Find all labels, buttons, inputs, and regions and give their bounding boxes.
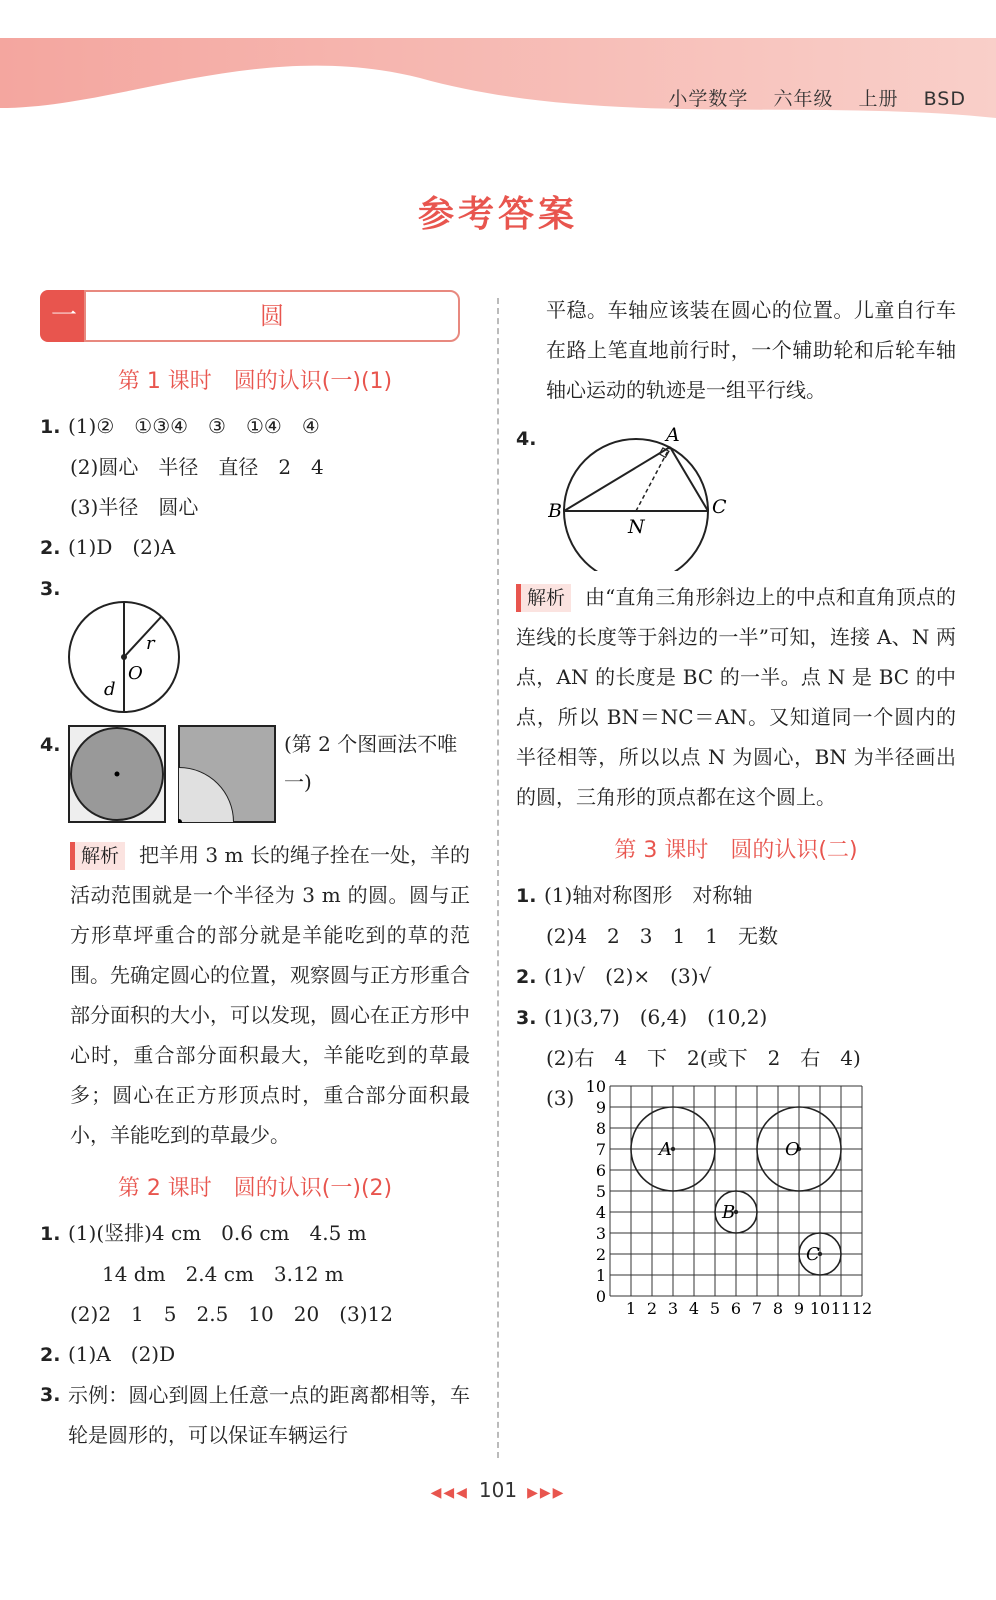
- x-tick-label: 12: [852, 1299, 873, 1318]
- answer-line: [516, 1078, 956, 1318]
- question-number: 1.: [40, 416, 61, 438]
- x-tick-label: 6: [731, 1299, 742, 1318]
- circle-label: C: [806, 1244, 821, 1265]
- question-number: 4.: [40, 734, 61, 756]
- lesson-title: 第 3 课时 圆的认识(二): [614, 838, 858, 863]
- question-number: 1.: [40, 1223, 61, 1245]
- circle-label: B: [722, 1202, 736, 1223]
- y-tick-label: 10: [585, 1078, 607, 1096]
- header-band: [0, 38, 996, 128]
- answer-text: (1)(竖排)4 cm 0.6 cm 4.5 m: [68, 1221, 367, 1245]
- answer-text: (1)A (2)D: [68, 1342, 176, 1366]
- y-tick-label: 2: [596, 1245, 607, 1264]
- y-tick-label: 6: [596, 1161, 607, 1180]
- x-tick-label: 10: [810, 1299, 831, 1318]
- answer-text: (3): [546, 1086, 575, 1110]
- y-tick-label: 3: [596, 1224, 607, 1243]
- x-tick-label: 5: [710, 1299, 721, 1318]
- square-circle-corner-figure: [178, 725, 276, 823]
- chapter-banner: [40, 290, 470, 342]
- coordinate-grid: [574, 1078, 914, 1318]
- y-tick-label: 4: [596, 1203, 607, 1222]
- subject-label: 小学数学: [668, 88, 749, 110]
- page-title: 参考答案: [417, 194, 578, 235]
- answer-line: [40, 1213, 470, 1254]
- page-number: 101: [478, 1478, 518, 1502]
- answer-line: [516, 875, 956, 916]
- radius-label: r: [146, 633, 155, 654]
- left-column: [40, 290, 470, 1455]
- answer-text: (1)D (2)A: [68, 535, 176, 559]
- right-column: [516, 290, 956, 1318]
- prev-arrows-icon: ◀◀◀: [430, 1485, 469, 1501]
- x-tick-label: 7: [752, 1299, 763, 1318]
- y-tick-label: 9: [596, 1098, 607, 1117]
- lesson-title: 第 2 课时 圆的认识(一)(2): [117, 1176, 393, 1201]
- answer-line: [516, 418, 956, 459]
- continued-paragraph: 平稳。车轴应该装在圆心的位置。儿童自行车在路上笔直地前行时，一个辅助轮和后轮车轴轴心运动的轨迹是一组平行线。: [546, 298, 956, 402]
- x-tick-label: 3: [668, 1299, 679, 1318]
- answer-line: [40, 568, 470, 609]
- x-tick-label: 11: [831, 1299, 852, 1318]
- answer-line: [40, 725, 470, 823]
- figure-note: (第 2 个图画法不唯一): [284, 732, 458, 794]
- question-number: 3.: [40, 1384, 61, 1406]
- x-tick-label: 9: [794, 1299, 805, 1318]
- answer-line: (2)2 1 5 2.5 10 20 (3)12: [70, 1302, 393, 1326]
- chapter-name: 圆: [84, 290, 460, 342]
- answer-text: (1)轴对称图形 对称轴: [544, 883, 753, 907]
- lesson-title: 第 1 课时 圆的认识(一)(1): [117, 369, 393, 394]
- answer-text: (1)② ①③④ ③ ①④ ④: [68, 414, 320, 438]
- diameter-label: d: [104, 679, 116, 700]
- answer-line: [40, 1334, 470, 1375]
- volume-label: 上册: [858, 88, 899, 110]
- answer-text: (1)(3,7) (6,4) (10,2): [544, 1005, 768, 1029]
- answer-line: (2)圆心 半径 直径 2 4: [70, 455, 324, 479]
- question-number: 2.: [516, 966, 537, 988]
- chapter-number: 一: [40, 290, 88, 342]
- midpoint-n-label: N: [628, 516, 645, 538]
- analysis-text: 由“直角三角形斜边上的中点和直角顶点的连线的长度等于斜边的一半”可知，连接 A、N 两点，AN 的长度是 BC 的一半。点 N 是 BC 的中点，所以 BN＝NC＝AN。又知道同一个圆内的半径相等，所以以点 N 为圆心，BN 为半径画出的圆，三角形的顶点都在这个圆上。: [516, 585, 956, 809]
- question-number: 3.: [40, 578, 61, 600]
- book-series: [650, 84, 966, 111]
- answer-line: (3)半径 圆心: [70, 495, 199, 519]
- x-tick-label: 2: [647, 1299, 658, 1318]
- question-number: 3.: [516, 1007, 537, 1029]
- page-footer: [0, 1478, 996, 1502]
- analysis-paragraph: [40, 835, 470, 1155]
- answer-line: (2)4 2 3 1 1 无数: [546, 924, 778, 948]
- answer-line: (2)右 4 下 2(或下 2 右 4): [546, 1046, 861, 1070]
- analysis-paragraph: [516, 577, 956, 817]
- circle-label: O: [785, 1139, 801, 1160]
- question-number: 2.: [40, 1344, 61, 1366]
- y-tick-label: 7: [596, 1140, 607, 1159]
- question-number: 4.: [516, 428, 537, 450]
- x-tick-label: 8: [773, 1299, 784, 1318]
- next-arrows-icon: ▶▶▶: [527, 1485, 566, 1501]
- x-tick-label: 1: [626, 1299, 637, 1318]
- column-divider: [497, 298, 499, 1458]
- answer-line: [516, 956, 956, 997]
- circle-label: A: [659, 1139, 673, 1160]
- analysis-text: 把羊用 3 m 长的绳子拴在一处，羊的活动范围就是一个半径为 3 m 的圆。圆与正方形草坪重合的部分就是羊能吃到的草的范围。先确定圆心的位置，观察圆与正方形重合部分面积的大小，可以发现，圆心在正方形中心时，重合部分面积最大，羊能吃到的草最多；圆心在正方形顶点时，重合部分面积最小，羊能吃到的草最少。: [70, 843, 470, 1147]
- y-tick-label: 0: [596, 1287, 607, 1306]
- question-number: 1.: [516, 885, 537, 907]
- y-tick-label: 8: [596, 1119, 607, 1138]
- vertex-c-label: C: [712, 496, 727, 518]
- x-tick-label: 4: [689, 1299, 700, 1318]
- y-tick-label: 1: [596, 1266, 607, 1285]
- analysis-tag: 解析: [70, 842, 125, 870]
- answer-line: 14 dm 2.4 cm 3.12 m: [102, 1262, 344, 1286]
- answer-line: [40, 527, 470, 568]
- center-label: O: [128, 663, 143, 684]
- question-number: 2.: [40, 537, 61, 559]
- answer-line: [40, 1375, 470, 1455]
- y-tick-label: 5: [596, 1182, 607, 1201]
- square-circle-center-figure: [68, 725, 166, 823]
- answer-line: [40, 406, 470, 447]
- edition-label: BSD: [923, 88, 966, 110]
- circle-figure: [66, 599, 206, 717]
- vertex-a-label: A: [666, 424, 680, 446]
- answer-text: (1)√ (2)× (3)√: [544, 964, 712, 988]
- grade-label: 六年级: [773, 88, 834, 110]
- answer-line: [516, 997, 956, 1038]
- analysis-tag: 解析: [516, 584, 571, 612]
- answer-text: 示例：圆心到圆上任意一点的距离都相等，车轮是圆形的，可以保证车辆运行: [68, 1383, 470, 1447]
- vertex-b-label: B: [548, 500, 562, 522]
